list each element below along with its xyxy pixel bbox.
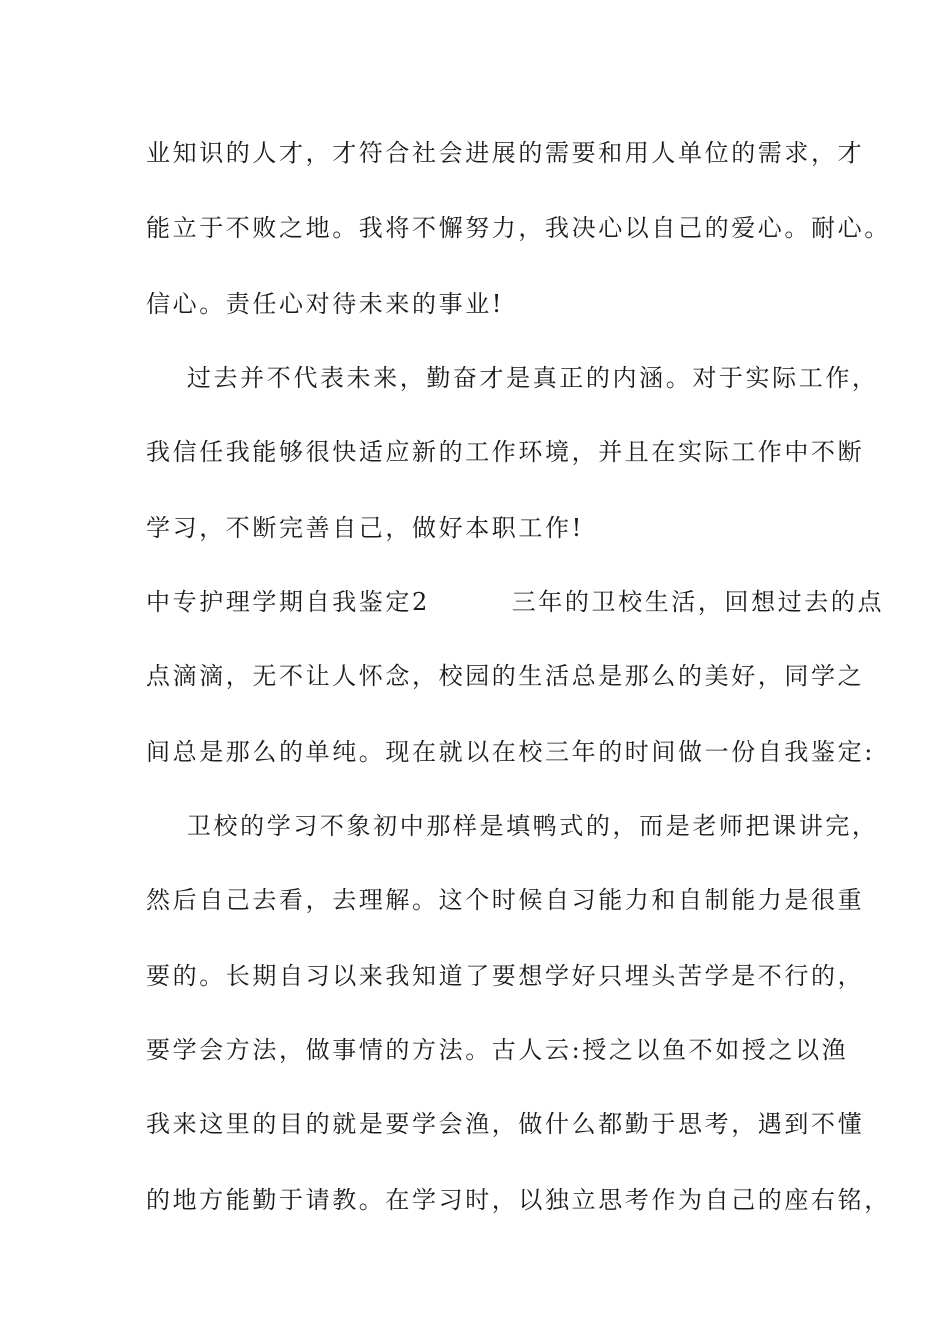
text-line: 的地方能勤于请教。在学习时，以独立思考作为自己的座右铭， xyxy=(146,1186,891,1214)
text-line: 我信任我能够很快适应新的工作环境，并且在实际工作中不断 xyxy=(146,438,865,466)
text-line: 卫校的学习不象初中那样是填鸭式的，而是老师把课讲完， xyxy=(146,812,879,840)
text-line: 过去并不代表未来，勤奋才是真正的内涵。对于实际工作， xyxy=(146,364,879,392)
text-line: 能立于不败之地。我将不懈努力，我决心以自己的爱心。耐心。 xyxy=(146,214,891,242)
text-line: 我来这里的目的就是要学会渔，做什么都勤于思考，遇到不懂 xyxy=(146,1110,865,1138)
text-line: 点滴滴，无不让人怀念，校园的生活总是那么的美好，同学之 xyxy=(146,662,865,690)
text-line: 业知识的人才，才符合社会进展的需要和用人单位的需求，才 xyxy=(146,139,865,167)
section-heading-line: 中专护理学期自我鉴定2 三年的卫校生活，回想过去的点 xyxy=(146,588,885,616)
text-line: 要的。长期自习以来我知道了要想学好只埋头苦学是不行的， xyxy=(146,962,865,990)
text-line: 然后自己去看，去理解。这个时候自习能力和自制能力是很重 xyxy=(146,886,865,914)
text-line: 要学会方法，做事情的方法。古人云:授之以鱼不如授之以渔 xyxy=(146,1036,849,1064)
text-line: 学习，不断完善自己，做好本职工作! xyxy=(146,514,584,542)
text-line: 间总是那么的单纯。现在就以在校三年的时间做一份自我鉴定: xyxy=(146,738,875,766)
text-line: 信心。责任心对待未来的事业! xyxy=(146,290,505,318)
